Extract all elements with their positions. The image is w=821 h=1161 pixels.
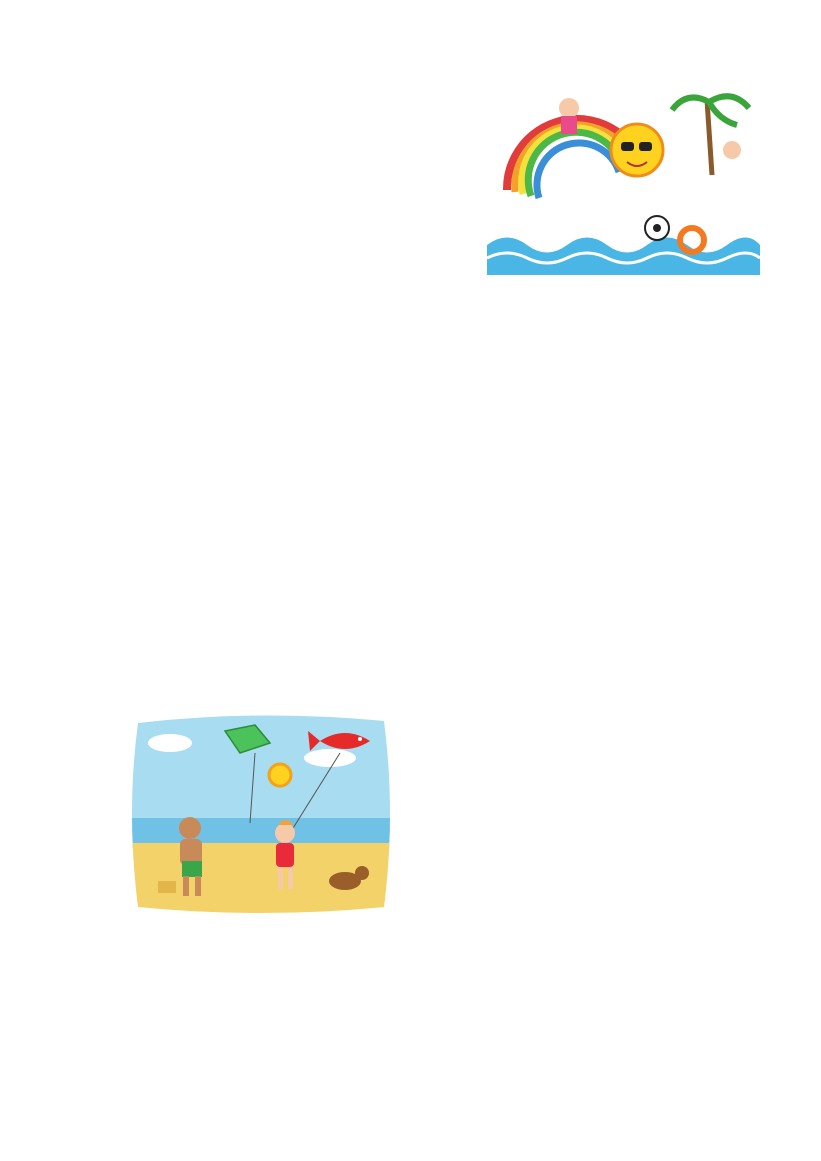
summer-illustration [487, 80, 760, 275]
beach-illustration [130, 713, 392, 915]
